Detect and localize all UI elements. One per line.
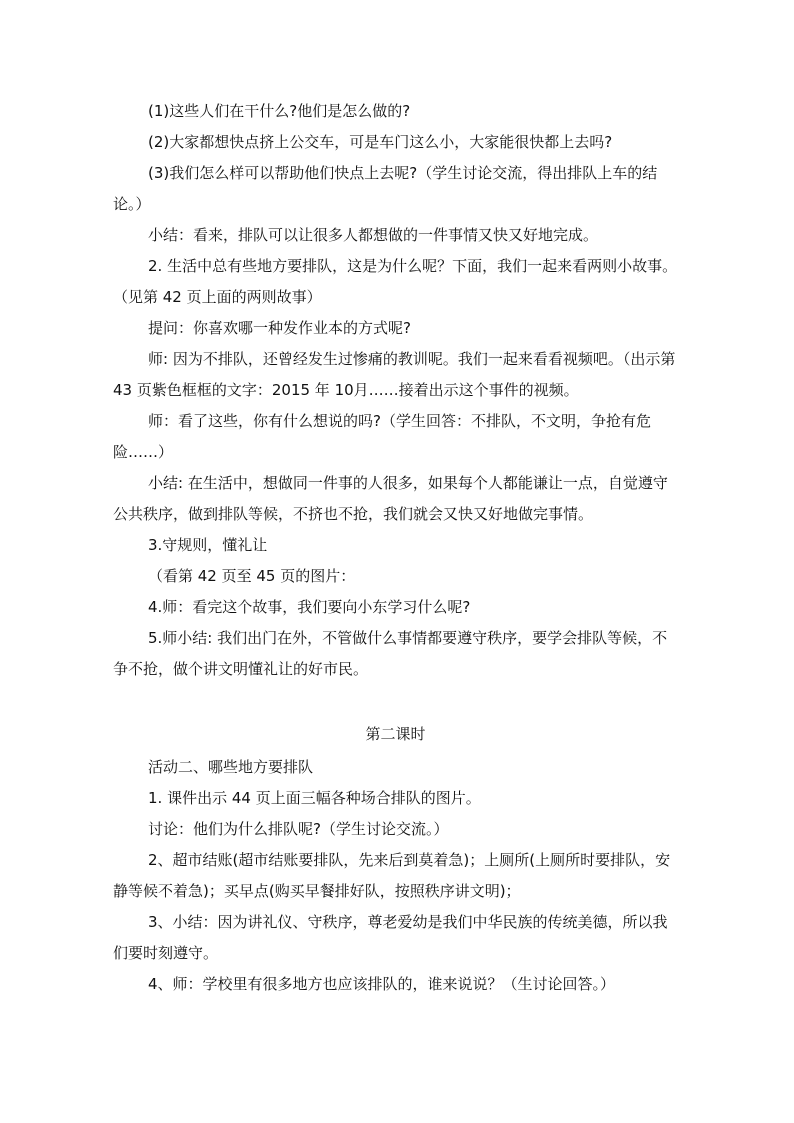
- section-title: 第二课时: [365, 725, 426, 743]
- activity-2-heading: 活动二、哪些地方要排队: [148, 758, 314, 776]
- discussion: 讨论：他们为什么排队呢?（学生讨论交流。）: [148, 820, 449, 838]
- activity-item-3: 3、小结：因为讲礼仪、守秩序，尊老爱幼是我们中华民族的传统美德，所以我们要时刻遵守。: [113, 913, 668, 962]
- activity-item-2: 2、超市结账(超市结账要排队，先来后到莫着急)；上厕所(上厕所时要排队，安静等候不着急)；买早点(购买早餐排好队，按照秩序讲文明)；: [113, 851, 671, 900]
- item-5-summary: 5.师小结: 我们出门在外，不管做什么事情都要遵守秩序，要学会排队等候，不争不抢，做个讲文明懂礼让的好市民。: [113, 629, 668, 678]
- activity-item-1: 1. 课件出示 44 页上面三幅各种场合排队的图片。: [148, 789, 481, 807]
- teacher-video: 师: 因为不排队，还曾经发生过惨痛的教训呢。我们一起来看看视频吧。（出示第 43 页紫色框框的文字：2015 年 10月……接着出示这个事件的视频。: [113, 350, 676, 399]
- summary-2: 小结: 在生活中，想做同一件事的人很多，如果每个人都能谦让一点，自觉遵守公共秩序，做到排队等候，不挤也不抢，我们就会又快又好地做完事情。: [113, 474, 668, 523]
- question-3: (3)我们怎么样可以帮助他们快点上去呢?（学生讨论交流，得出排队上车的结论。）: [113, 164, 658, 213]
- summary-1: 小结：看来，排队可以让很多人都想做的一件事情又快又好地完成。: [148, 226, 599, 244]
- item-2-stories: 2. 生活中总有些地方要排队，这是为什么呢？下面，我们一起来看两则小故事。（见第 42 页上面的两则故事）: [113, 257, 678, 306]
- question-1: (1)这些人们在干什么?他们是怎么做的?: [148, 102, 411, 120]
- teacher-question: 师：看了这些，你有什么想说的吗?（学生回答：不排队，不文明，争抢有危险……）: [113, 412, 651, 461]
- activity-item-4: 4、师：学校里有很多地方也应该排队的，谁来说说？（生讨论回答。）: [148, 975, 616, 993]
- question-2: (2)大家都想快点挤上公交车，可是车门这么小，大家能很快都上去吗?: [148, 133, 613, 151]
- see-pictures: （看第 42 页至 45 页的图片：: [148, 567, 356, 585]
- item-4-teacher: 4.师：看完这个故事，我们要向小东学习什么呢?: [148, 598, 471, 616]
- prompt-question: 提问：你喜欢哪一种发作业本的方式呢?: [148, 319, 411, 337]
- item-3-rules: 3.守规则，懂礼让: [148, 536, 268, 554]
